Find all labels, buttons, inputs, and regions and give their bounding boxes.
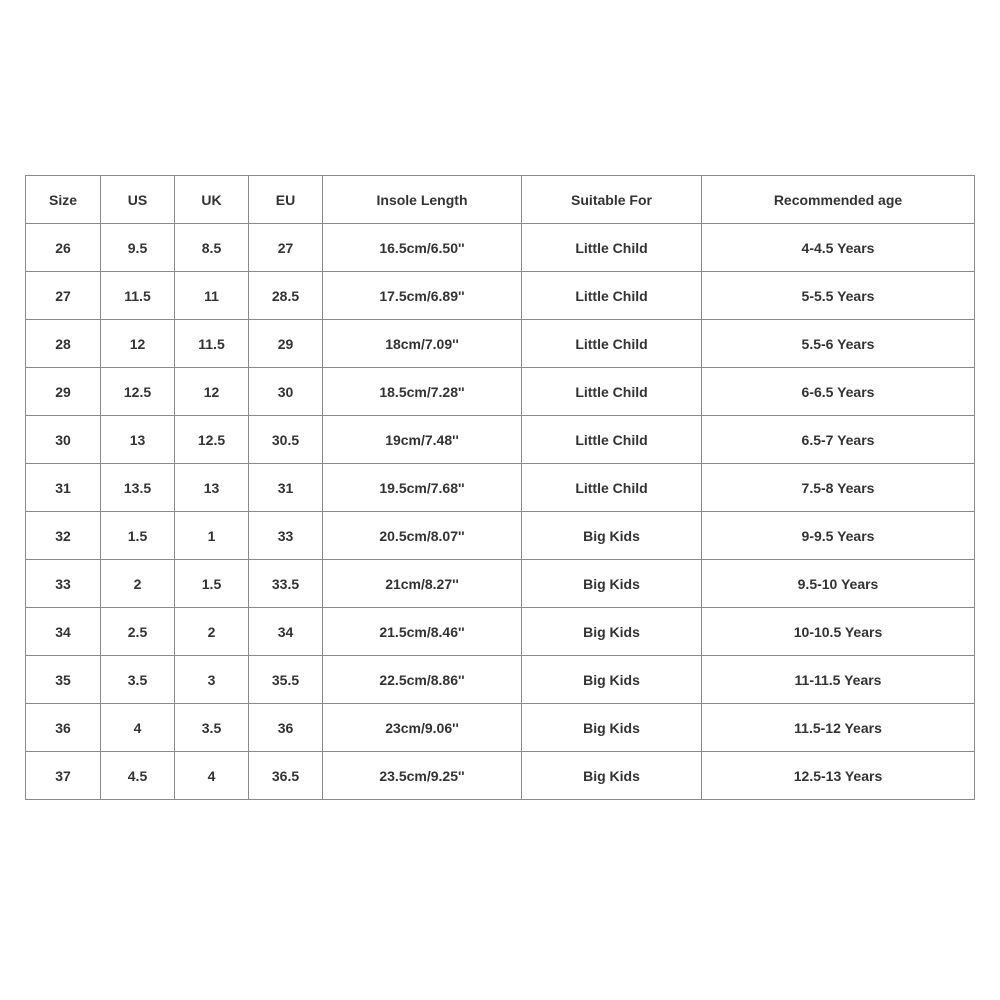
cell-suitable-for: Big Kids (522, 752, 702, 800)
cell-size: 36 (26, 704, 101, 752)
cell-insole-length: 23cm/9.06'' (323, 704, 522, 752)
cell-recommended-age: 10-10.5 Years (702, 608, 975, 656)
cell-insole-length: 21cm/8.27'' (323, 560, 522, 608)
cell-us: 13.5 (101, 464, 175, 512)
header-row (26, 176, 975, 224)
cell-size: 35 (26, 656, 101, 704)
table-row (26, 464, 975, 512)
cell-eu: 30.5 (249, 416, 323, 464)
cell-uk: 12.5 (175, 416, 249, 464)
cell-insole-length: 21.5cm/8.46'' (323, 608, 522, 656)
header-uk: UK (175, 176, 249, 224)
table-row (26, 416, 975, 464)
cell-uk: 11 (175, 272, 249, 320)
cell-insole-length: 16.5cm/6.50'' (323, 224, 522, 272)
cell-suitable-for: Little Child (522, 320, 702, 368)
cell-us: 3.5 (101, 656, 175, 704)
cell-us: 4 (101, 704, 175, 752)
cell-recommended-age: 5.5-6 Years (702, 320, 975, 368)
cell-recommended-age: 12.5-13 Years (702, 752, 975, 800)
cell-size: 27 (26, 272, 101, 320)
cell-size: 37 (26, 752, 101, 800)
cell-us: 12.5 (101, 368, 175, 416)
cell-insole-length: 22.5cm/8.86'' (323, 656, 522, 704)
cell-eu: 34 (249, 608, 323, 656)
cell-suitable-for: Big Kids (522, 512, 702, 560)
cell-suitable-for: Big Kids (522, 560, 702, 608)
cell-uk: 1.5 (175, 560, 249, 608)
cell-eu: 29 (249, 320, 323, 368)
cell-size: 31 (26, 464, 101, 512)
cell-insole-length: 17.5cm/6.89'' (323, 272, 522, 320)
cell-size: 26 (26, 224, 101, 272)
cell-insole-length: 19.5cm/7.68'' (323, 464, 522, 512)
cell-us: 12 (101, 320, 175, 368)
header-us: US (101, 176, 175, 224)
cell-us: 13 (101, 416, 175, 464)
cell-size: 30 (26, 416, 101, 464)
header-size: Size (26, 176, 101, 224)
cell-eu: 33 (249, 512, 323, 560)
cell-insole-length: 19cm/7.48'' (323, 416, 522, 464)
header-insole-length: Insole Length (323, 176, 522, 224)
table-row (26, 512, 975, 560)
cell-uk: 11.5 (175, 320, 249, 368)
cell-insole-length: 23.5cm/9.25'' (323, 752, 522, 800)
table-row (26, 224, 975, 272)
cell-eu: 28.5 (249, 272, 323, 320)
cell-recommended-age: 4-4.5 Years (702, 224, 975, 272)
table-row (26, 608, 975, 656)
cell-uk: 3.5 (175, 704, 249, 752)
cell-recommended-age: 9-9.5 Years (702, 512, 975, 560)
cell-uk: 4 (175, 752, 249, 800)
cell-uk: 2 (175, 608, 249, 656)
cell-eu: 35.5 (249, 656, 323, 704)
cell-size: 33 (26, 560, 101, 608)
cell-insole-length: 20.5cm/8.07'' (323, 512, 522, 560)
header-recommended-age: Recommended age (702, 176, 975, 224)
cell-suitable-for: Big Kids (522, 608, 702, 656)
table-row (26, 656, 975, 704)
table-row (26, 272, 975, 320)
cell-uk: 8.5 (175, 224, 249, 272)
cell-eu: 36.5 (249, 752, 323, 800)
table-row (26, 560, 975, 608)
cell-suitable-for: Little Child (522, 272, 702, 320)
cell-eu: 36 (249, 704, 323, 752)
table-row (26, 752, 975, 800)
cell-uk: 3 (175, 656, 249, 704)
cell-recommended-age: 5-5.5 Years (702, 272, 975, 320)
cell-eu: 30 (249, 368, 323, 416)
cell-size: 28 (26, 320, 101, 368)
cell-recommended-age: 9.5-10 Years (702, 560, 975, 608)
cell-recommended-age: 11-11.5 Years (702, 656, 975, 704)
cell-us: 9.5 (101, 224, 175, 272)
cell-suitable-for: Big Kids (522, 704, 702, 752)
cell-us: 2.5 (101, 608, 175, 656)
cell-eu: 33.5 (249, 560, 323, 608)
cell-recommended-age: 7.5-8 Years (702, 464, 975, 512)
cell-us: 4.5 (101, 752, 175, 800)
cell-us: 11.5 (101, 272, 175, 320)
cell-eu: 27 (249, 224, 323, 272)
size-chart-table (25, 175, 975, 800)
cell-insole-length: 18cm/7.09'' (323, 320, 522, 368)
header-suitable-for: Suitable For (522, 176, 702, 224)
table-row (26, 704, 975, 752)
cell-size: 29 (26, 368, 101, 416)
cell-size: 32 (26, 512, 101, 560)
cell-size: 34 (26, 608, 101, 656)
cell-suitable-for: Big Kids (522, 656, 702, 704)
header-eu: EU (249, 176, 323, 224)
table-row (26, 320, 975, 368)
table-body (26, 224, 975, 800)
cell-recommended-age: 11.5-12 Years (702, 704, 975, 752)
cell-suitable-for: Little Child (522, 464, 702, 512)
cell-suitable-for: Little Child (522, 368, 702, 416)
cell-suitable-for: Little Child (522, 224, 702, 272)
cell-insole-length: 18.5cm/7.28'' (323, 368, 522, 416)
cell-uk: 12 (175, 368, 249, 416)
cell-uk: 1 (175, 512, 249, 560)
cell-recommended-age: 6.5-7 Years (702, 416, 975, 464)
cell-us: 1.5 (101, 512, 175, 560)
cell-suitable-for: Little Child (522, 416, 702, 464)
cell-us: 2 (101, 560, 175, 608)
cell-eu: 31 (249, 464, 323, 512)
cell-recommended-age: 6-6.5 Years (702, 368, 975, 416)
cell-uk: 13 (175, 464, 249, 512)
table-row (26, 368, 975, 416)
